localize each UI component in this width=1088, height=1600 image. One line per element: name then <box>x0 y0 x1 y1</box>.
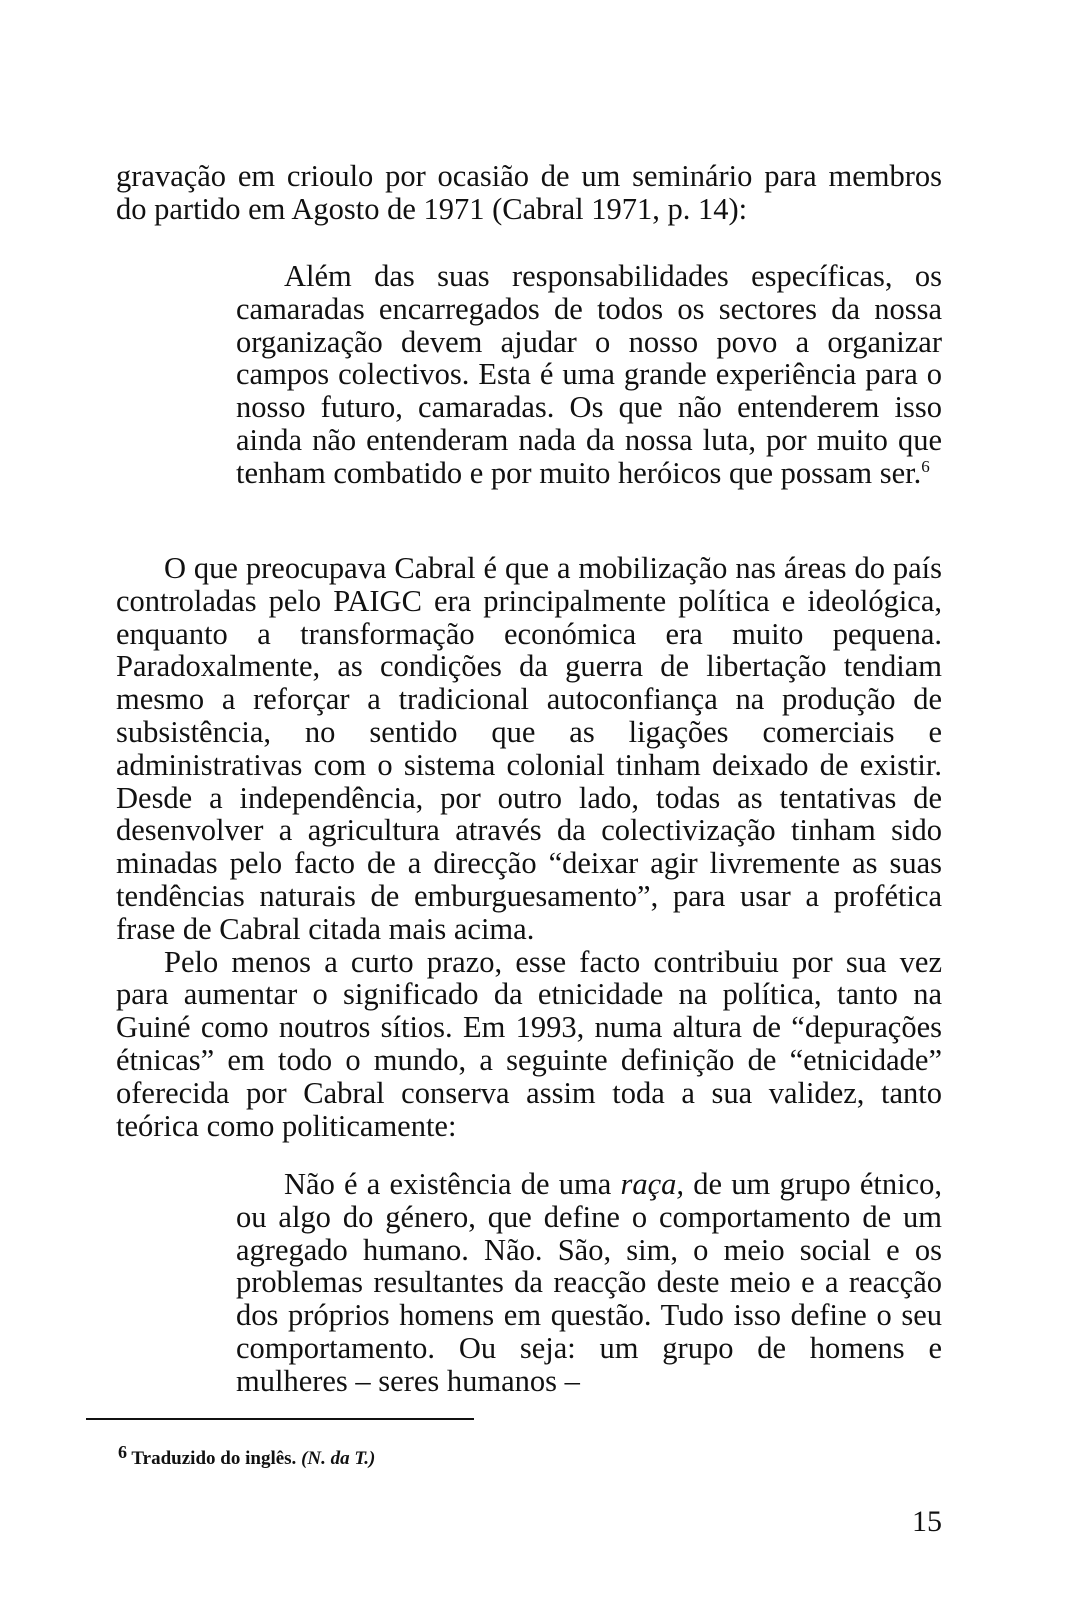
main-text-block <box>116 552 942 1142</box>
footnote-reference: 6 <box>921 456 930 476</box>
paragraph-mobilization: O que preocupava Cabral é que a mobilização nas áreas do país controladas pelo PAIGC era principalmente política e ideológica, enquanto a transformação económica era muito pequena. Paradoxalmente, as condições da guerra de libertação tendiam mesmo a reforçar a tradicional autoconfiança na produção de subsistência, no sentido que as ligações comerciais e administrativas com o sistema colonial tinham deixado de existir. Desde a independência, por outro lado, todas as tentativas de desenvolver a agricultura através da colectivização tinham sido minadas pelo facto de a direcção “deixar agir livremente as suas tendências naturais de emburguesamento”, para usar a profética frase de Cabral citada mais acima. <box>116 551 942 946</box>
page-number: 15 <box>912 1505 942 1538</box>
block-quote-1-text <box>236 260 942 490</box>
intro-paragraph: gravação em crioulo por ocasião de um seminário para membros do partido em Agosto de 1971 (Cabral 1971, p. 14): <box>116 159 942 226</box>
block-quote-2-text <box>236 1168 942 1398</box>
footnote-text: Traduzido do inglês. <box>131 1448 302 1469</box>
intro-paragraph-block <box>116 160 942 226</box>
footnote <box>118 1438 375 1473</box>
block-quote-1 <box>236 260 942 490</box>
footnote-divider <box>86 1418 474 1420</box>
paragraph-ethnicity: Pelo menos a curto prazo, esse facto contribuiu por sua vez para aumentar o significado da etnicidade na política, tanto na Guiné como noutros sítios. Em 1993, numa altura de “depurações étnicas” em todo o mundo, a seguinte definição de “etnicidade” oferecida por Cabral conserva assim toda a sua validez, tanto teórica como politicamente: <box>116 944 942 1143</box>
footnote-note: (N. da T.) <box>301 1448 376 1469</box>
footnote-number: 6 <box>118 1442 127 1462</box>
block-quote-2 <box>236 1168 942 1398</box>
block-quote-2-rest: de um grupo étnico, ou algo do género, que define o comportamento de um agregado humano. Não. São, sim, o meio social e os problemas resultantes da reacção deste meio e a reacção dos próprios homens em questão. Tudo isso define o seu comportamento. Ou seja: um grupo de homens e mulheres – seres humanos – <box>236 1167 942 1398</box>
block-quote-1-body: Além das suas responsabilidades específicas, os camaradas encarregados de todos os sectores da nossa organização devem ajudar o nosso povo a organizar campos colectivos. Esta é uma grande experiência para o nosso futuro, camaradas. Os que não entenderem isso ainda não entenderam nada da nossa luta, por muito que tenham combatido e por muito heróicos que possam ser. <box>236 259 942 490</box>
emphasis-raca: raça, <box>620 1167 685 1201</box>
block-quote-2-start: Não é a existência de uma <box>284 1167 621 1201</box>
